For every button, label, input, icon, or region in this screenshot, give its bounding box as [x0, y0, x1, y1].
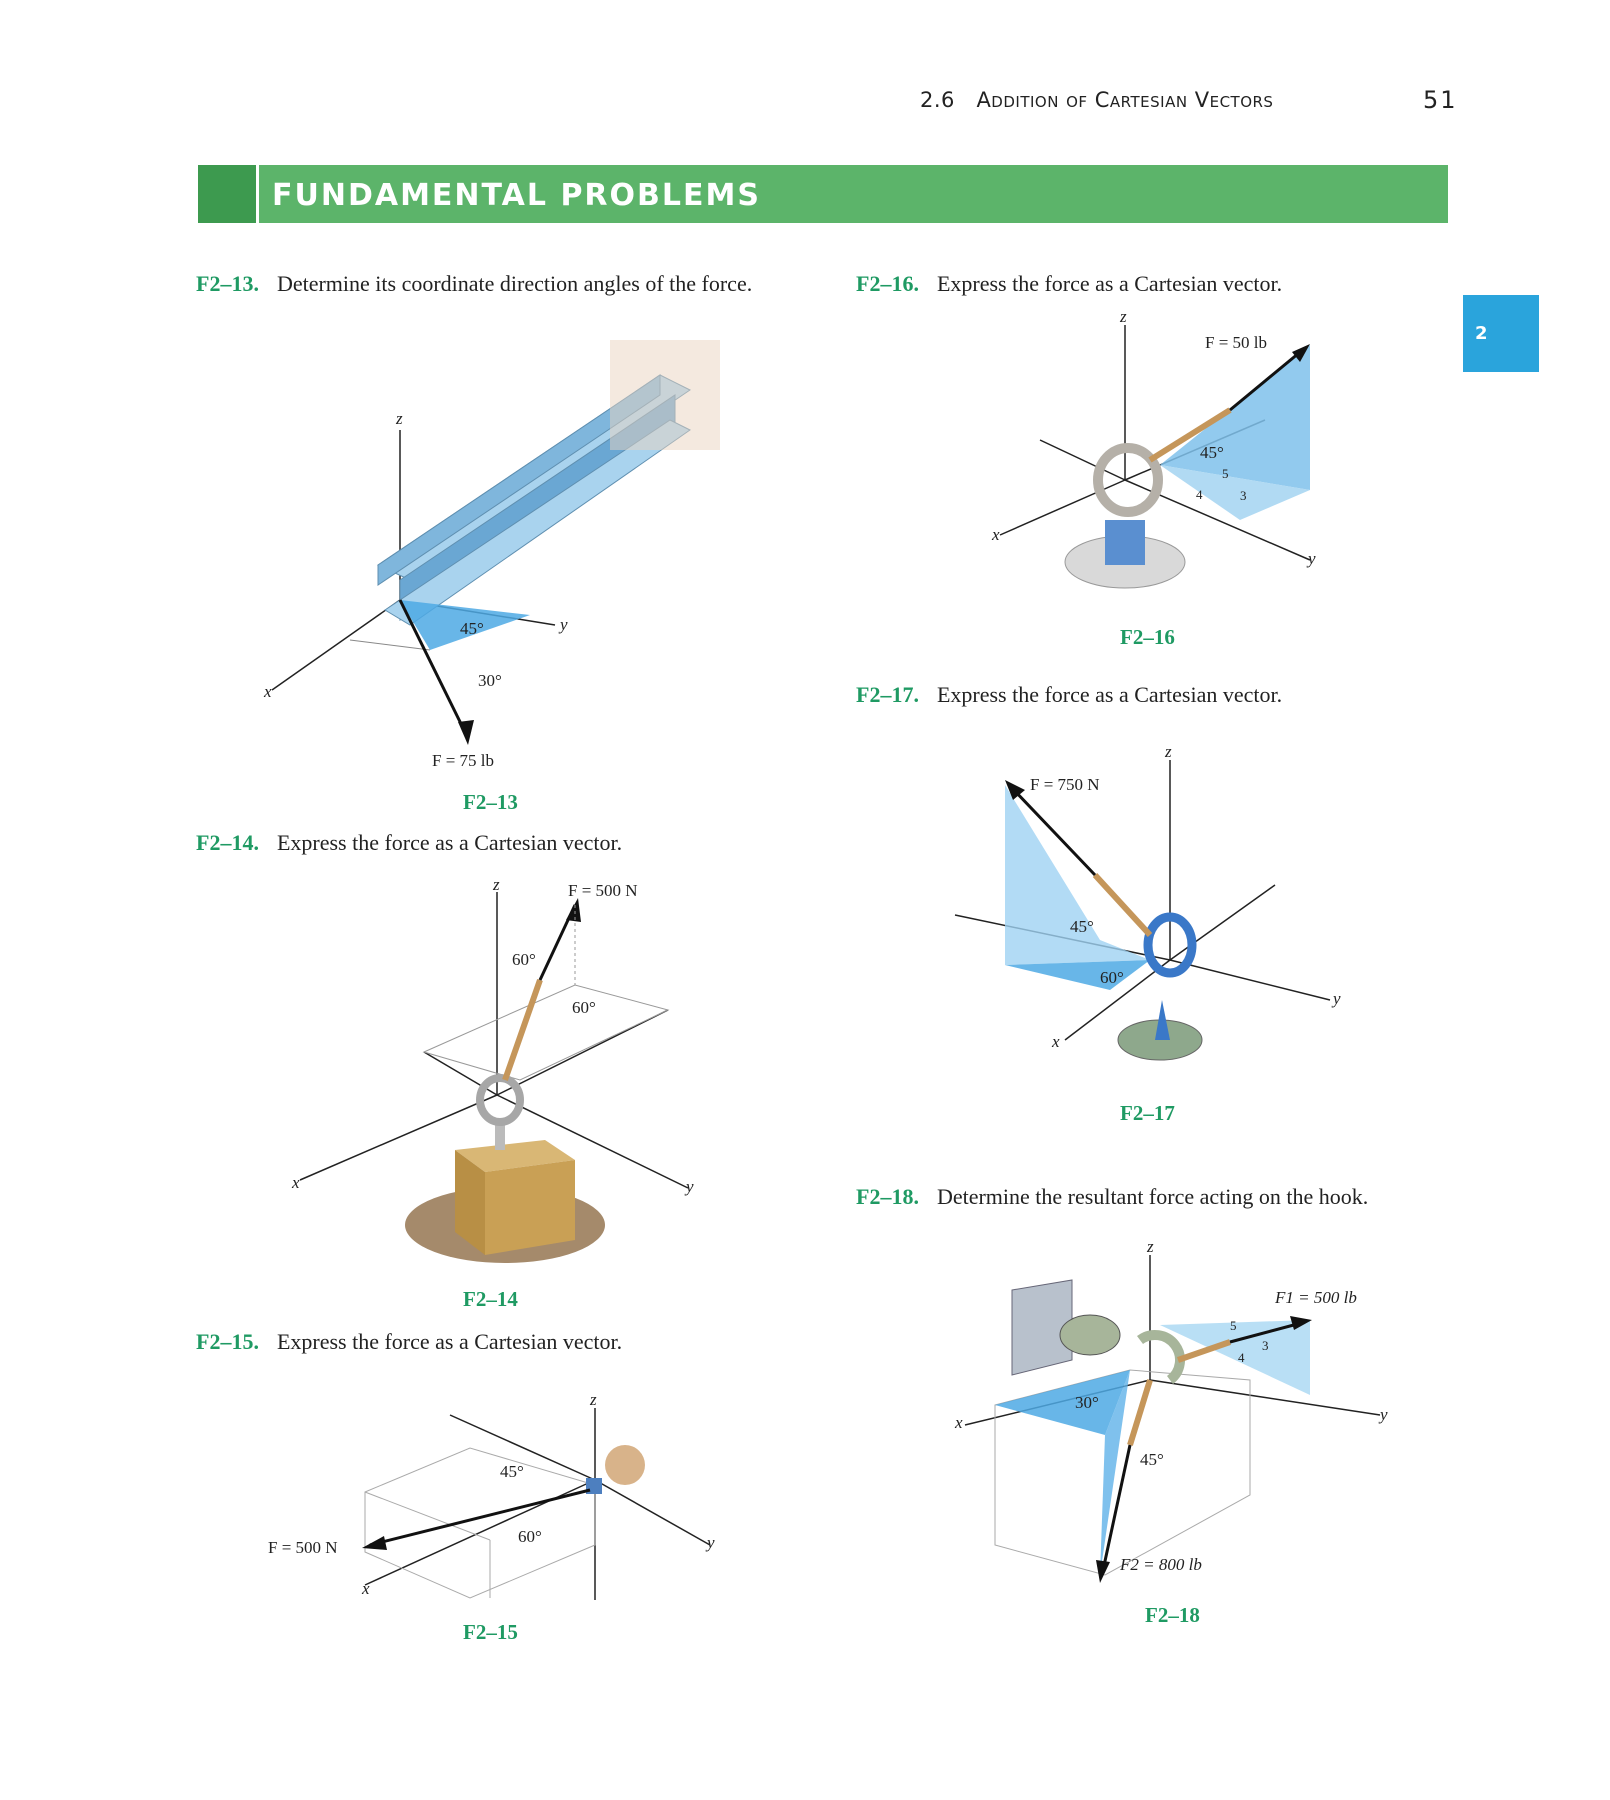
axis-x-label: x [264, 682, 272, 701]
slope-label: 4 [1196, 487, 1203, 502]
problem-number: F2–15. [196, 1329, 259, 1354]
angle-label: 45° [1200, 443, 1224, 462]
problem-text: Determine the resultant force acting on the hook. [936, 1184, 1369, 1209]
problem-number: F2–13. [196, 271, 259, 296]
axis-y-label: y [686, 1177, 694, 1196]
problem-number: F2–18. [856, 1184, 919, 1209]
angle-label: 60° [572, 998, 596, 1017]
axis-y-label: y [1333, 989, 1341, 1008]
problem-number: F2–16. [856, 271, 919, 296]
figure-caption: F2–13 [463, 790, 518, 814]
axis-z-label: z [493, 875, 500, 894]
slope-label: 5 [1230, 1318, 1237, 1333]
axis-z-label: z [1120, 307, 1127, 326]
axis-z-label: z [396, 409, 403, 428]
section-title: Addition of Cartesian Vectors [976, 88, 1274, 112]
axis-y-label: y [1380, 1405, 1388, 1424]
slope-label: 5 [1222, 466, 1229, 481]
force-label: F1 = 500 lb [1275, 1288, 1357, 1307]
figure-caption: F2–15 [463, 1620, 518, 1644]
angle-label: 30° [1075, 1393, 1099, 1412]
problem-text: Determine its coordinate direction angles of the force. [276, 271, 753, 296]
force-label: F = 75 lb [432, 751, 495, 770]
force-label: F = 50 lb [1205, 333, 1268, 352]
slope-label: 3 [1240, 488, 1247, 503]
axis-z-label: z [590, 1390, 597, 1409]
angle-label: 45° [500, 1462, 524, 1481]
problem-text: Express the force as a Cartesian vector. [276, 830, 623, 855]
force-label: F = 750 N [1030, 775, 1100, 794]
force-label: F = 500 N [568, 881, 638, 900]
axis-z-label: z [1147, 1237, 1154, 1256]
problem-text: Express the force as a Cartesian vector. [936, 682, 1283, 707]
figure-caption: F2–17 [1120, 1101, 1175, 1125]
problem-text: Express the force as a Cartesian vector. [936, 271, 1283, 296]
angle-label: 30° [478, 671, 502, 690]
angle-label: 60° [1100, 968, 1124, 987]
slope-label: 3 [1262, 1338, 1269, 1353]
figure-caption: F2–18 [1145, 1603, 1200, 1627]
axis-z-label: z [1165, 742, 1172, 761]
figure-caption: F2–14 [463, 1287, 518, 1311]
problem-text: Express the force as a Cartesian vector. [276, 1329, 623, 1354]
axis-x-label: x [362, 1579, 370, 1598]
force-label: F = 500 N [268, 1538, 338, 1557]
angle-label: 45° [1070, 917, 1094, 936]
axis-y-label: y [560, 615, 568, 634]
section-number: 2.6 [920, 88, 955, 112]
axis-y-label: y [707, 1533, 715, 1552]
problem-number: F2–14. [196, 830, 259, 855]
figure-caption: F2–16 [1120, 625, 1175, 649]
problem-number: F2–17. [856, 682, 919, 707]
force-label: F2 = 800 lb [1120, 1555, 1202, 1574]
axis-x-label: x [955, 1413, 963, 1432]
axis-x-label: x [292, 1173, 300, 1192]
angle-label: 60° [512, 950, 536, 969]
slope-label: 4 [1238, 1350, 1245, 1365]
banner-title: FUNDAMENTAL PROBLEMS [272, 178, 761, 213]
angle-label: 60° [518, 1527, 542, 1546]
angle-label: 45° [460, 619, 484, 638]
page-number: 51 [1423, 86, 1458, 114]
axis-x-label: x [992, 525, 1000, 544]
chapter-tab[interactable]: 2 [1463, 295, 1539, 372]
axis-x-label: x [1052, 1032, 1060, 1051]
angle-label: 45° [1140, 1450, 1164, 1469]
axis-y-label: y [1308, 549, 1316, 568]
